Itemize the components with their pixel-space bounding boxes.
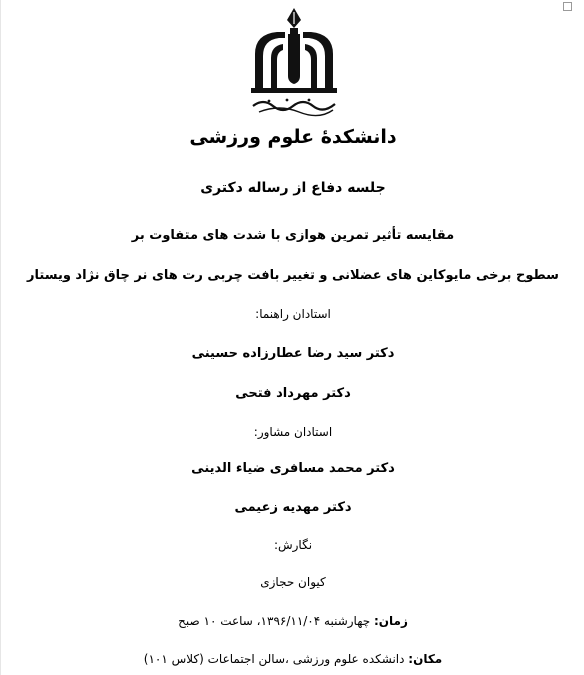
faculty-title: دانشکدهٔ علوم ورزشی (189, 126, 397, 148)
place-value: دانشکده علوم ورزشی ،سالن اجتماعات (کلاس ۱۰۱) (143, 652, 409, 666)
defense-place (1, 652, 584, 666)
supervisors-label: استادان راهنما: (255, 307, 331, 321)
place-label: مکان: (408, 652, 443, 666)
defense-time (1, 614, 584, 628)
supervisor-name-1: دکتر سید رضا عطارزاده حسینی (191, 346, 395, 361)
thesis-title-line-2: سطوح برخی مایوکاین های عضلانی و تغییر بافت چربی رت های نر چاق نژاد ویستار (27, 268, 559, 283)
advisor-name-1: دکتر محمد مسافری ضیاء الدینی (191, 461, 395, 476)
author-label: نگارش: (273, 538, 313, 552)
supervisor-name-2: دکتر مهرداد فتحی (235, 386, 351, 401)
advisors-label: استادان مشاور: (253, 425, 333, 439)
time-label: زمان: (373, 614, 408, 628)
session-title: جلسه دفاع از رساله دکتری (200, 180, 386, 196)
university-pen-logo-icon (239, 6, 349, 118)
thesis-title-line-1: مقایسه تأثیر تمرین هوازی با شدت های متفاوت بر (131, 228, 455, 243)
author-name: کیوان حجازی (260, 575, 326, 589)
corner-checkbox-icon (563, 2, 572, 11)
time-value: چهارشنبه ۱۳۹۶/۱۱/۰۴، ساعت ۱۰ صبح (178, 614, 374, 628)
advisor-name-2: دکتر مهدیه زعیمی (234, 500, 352, 515)
